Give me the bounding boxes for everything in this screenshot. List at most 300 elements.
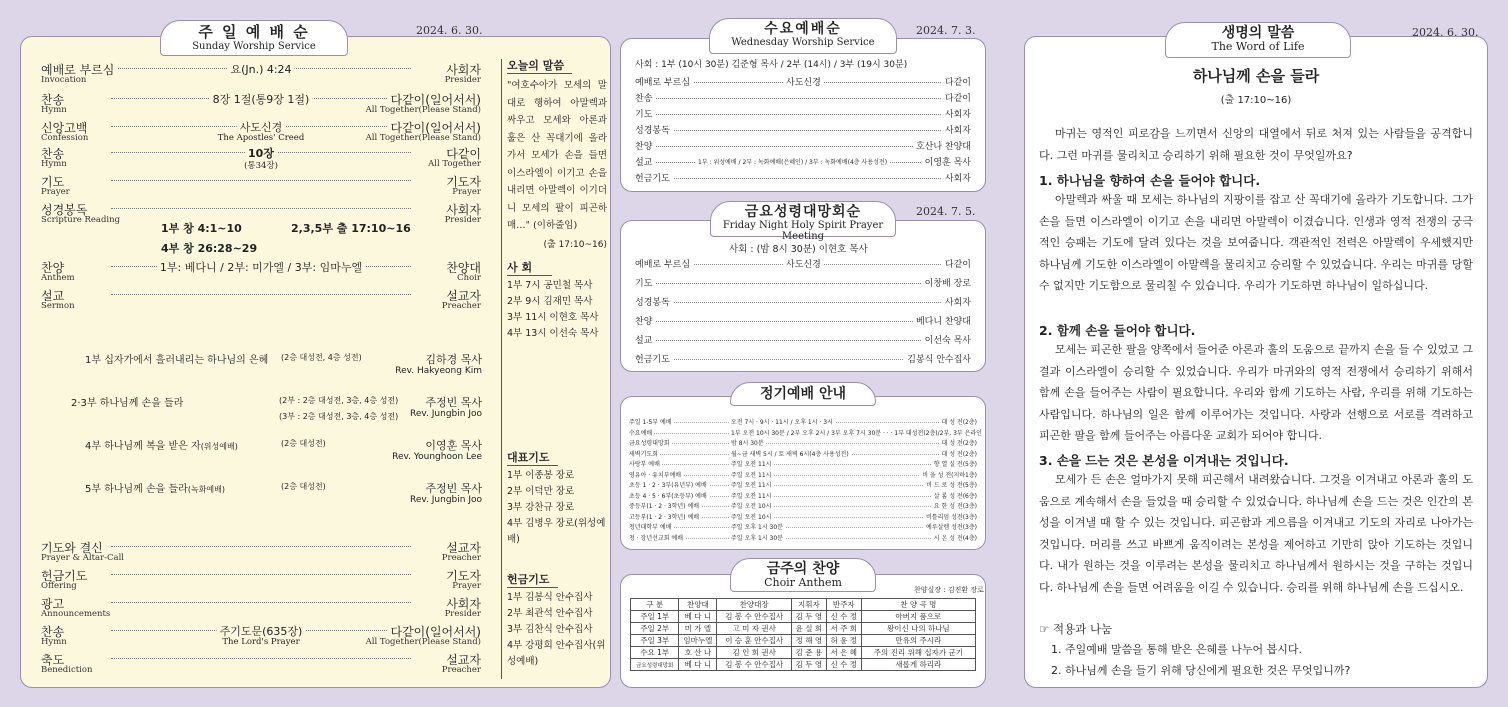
service-leader: 사회자 [942, 295, 971, 308]
liturgy-item-en: Sermon [41, 301, 75, 311]
sermon-title-note: (위성예배) [200, 442, 238, 451]
regular-service: 초등 1 · 2 · 3부(유년부) 예배 [629, 482, 707, 489]
liturgy-item-en: Benediction [41, 665, 93, 675]
friday-title-tab [710, 201, 896, 243]
leader-dots [629, 464, 977, 465]
sermon-preacher-en: Rev. Jungbin Joo [410, 495, 482, 505]
liturgy-leader: 설교자 [443, 287, 481, 304]
liturgy-item-en: Offering [41, 581, 77, 591]
liturgy-detail: 10장 [245, 145, 277, 161]
liturgy-item-en: Anthem [41, 273, 75, 283]
side-list-item: 1부 7시 공민철 목사 [507, 280, 593, 291]
life-title-tab [1165, 22, 1351, 58]
sermon-location-2: (3부 : 2층 대성전, 3층, 4층 성전) [279, 412, 399, 421]
liturgy-row [41, 145, 481, 171]
service-leader: 사회자 [942, 171, 971, 184]
choir-header: 찬 양 곡 명 [861, 599, 975, 611]
offering-prayer-title: 헌금기도 [507, 571, 558, 588]
liturgy-item-en: Hymn [41, 159, 67, 169]
sermon-preacher: 이영훈 목사 [425, 439, 482, 452]
service-row [635, 75, 971, 87]
liturgy-detail: 8장 1절(통9장 1절) [210, 91, 313, 107]
choir-cell: 김 두 영 [791, 611, 826, 623]
liturgy-item-en: Hymn [41, 637, 67, 647]
choir-header: 찬양대장 [717, 599, 792, 611]
liturgy-item: 예배로 부르심 [41, 61, 117, 78]
regular-time: 주일 오전 11시 [731, 482, 772, 489]
liturgy-detail: 주기도문(635장) [217, 623, 306, 639]
choir-cell: 아버지 품으로 [861, 611, 975, 623]
liturgy-leader-en: All Together [428, 159, 481, 169]
friday-subtitle: Friday Night Holy Spirit Prayer Meeting [722, 220, 884, 243]
choir-cell: 허 윤 정 [826, 635, 861, 647]
life-title: 생명의 말씀 [1221, 25, 1295, 41]
liturgy-item-en: Hymn [41, 105, 67, 115]
regular-service: 청 · 장년선교회 예배 [629, 534, 683, 542]
sermon-preacher-en: Rev. Hakyeong Kim [395, 366, 482, 376]
service-item: 성경봉독 [635, 295, 673, 308]
sermon-title-text: 5부 하나님께 손을 들라 [85, 484, 188, 495]
section-2-text: 모세는 피곤한 팔을 양쪽에서 들어준 아론과 훌의 도움으로 끝까지 손을 들 수 있었고 그 결과 이스라엘이 승리할 수 있었습니다. 우리가 마귀와의 영적 전쟁에서 승리하기 위해서 함께 손을 들어주는 사람이 필요합니다. 우리와 함께 기도하는 사람, 우리를 위해 기도하는 사람입니다. 하나님의 일은 함께 이루어가는 것입니다. 사랑과 선행으로 서로를 격려하고 피곤한 팔을 함께 들어주는 아름다운 교회가 되어야 합니다. [1039, 343, 1473, 442]
regular-service: 초등 4 · 5 · 6부(초등부) 예배 [629, 492, 707, 500]
liturgy-leader: 기도자 [443, 173, 481, 190]
choir-subtitle: Choir Anthem [764, 576, 842, 590]
sermon-title [71, 394, 183, 409]
regular-row [629, 449, 977, 458]
liturgy-item: 성경봉독 [41, 201, 90, 218]
section-2-heading: 2. 함께 손을 들어야 합니다. [1039, 323, 1196, 338]
liturgy-item-en: Announcements [41, 609, 111, 619]
choir-header: 반주자 [826, 599, 861, 611]
service-row [635, 295, 971, 307]
regular-time: 1부 오전 10시 30분 / 2부 오후 2시 / 3부 오후 7시 30분 · · · 1부 대성전(2층)/2부, 3부 은라인 [731, 429, 982, 437]
liturgy-row [41, 201, 481, 227]
choir-cell: 호 산 나 [679, 647, 717, 659]
service-leader: 이선숙 목사 [922, 333, 971, 346]
regular-place: 요 한 성 전(3층) [933, 503, 977, 510]
choir-cell: 임마누엘 [679, 635, 717, 647]
sermon-location: (2부 : 2층 대성전, 3층, 4층 성전) [279, 396, 399, 405]
choir-cell: 만유의 주시라 [861, 635, 975, 647]
choir-cell: 윤 실 희 [791, 623, 826, 635]
service-detail: 사도신경 [783, 75, 824, 88]
sermon-title-text: 4부 하나님께 복을 받은 자 [85, 441, 201, 452]
service-row [635, 123, 971, 135]
liturgy-row [41, 61, 481, 87]
service-row [635, 139, 971, 151]
choir-cell: 주일 2부 [631, 623, 679, 635]
liturgy-leader-en: Choir [457, 273, 481, 283]
service-item: 예배로 부르심 [635, 257, 693, 270]
life-intro: 마귀는 영적인 피로감을 느끼면서 신앙의 대열에서 뒤로 처져 있는 사람들을 공격합니다. 그런 마귀를 물리치고 승리하기 위해 필요한 것이 무엇일까요? [1039, 127, 1473, 162]
regular-time: 주일 오후 1시 30분 [731, 524, 783, 531]
sermon-preacher: 주정빈 목사 [425, 396, 482, 409]
wednesday-date: 2024. 7. 3. [916, 24, 976, 37]
scripture-3: 4부 창 26:28~29 [161, 242, 258, 255]
choir-cell: 김 인 희 권사 [717, 647, 792, 659]
choir-cell: 서 주 희 [826, 623, 861, 635]
service-leader: 호산나 찬양대 [913, 139, 971, 152]
offering-prayer-box [507, 571, 607, 670]
service-item: 설교 [635, 155, 655, 168]
liturgy-detail-en: The Lord's Prayer [222, 637, 300, 647]
regular-row [629, 459, 977, 468]
service-row [635, 276, 971, 288]
service-item: 찬양 [635, 139, 655, 152]
side-list-item: 1부 이종봉 장로 [507, 470, 575, 481]
liturgy-item: 찬송 [41, 145, 67, 162]
regular-service: 청년대학부 예배 [629, 524, 672, 531]
today-word-box [507, 57, 607, 250]
wednesday-panel [620, 38, 986, 192]
section-1-text: 아말렉과 싸울 때 모세는 하나님의 지팡이를 잡고 산 꼭대기에 올라가 기도합니다. 그가 손을 들면 이스라엘이 이기고 손을 내리면 아말렉이 이겼습니다. 인생과 영적 전쟁의 궁극적인 승패는 기도에 달려 있다는 것을 보여줍니다. 객관적인 전력은 아말렉이 우세했지만 하나님께 기도한 이스라엘이 아말렉을 물리치고 승리할 수 있었습니다. 우리는 마귀를 당할 수 없지만 기도함으로 물리칠 수 있습니다. 우리가 기도하면 하나님이 일하십니다. [1039, 193, 1473, 292]
choir-title: 금주의 찬양 [766, 561, 840, 577]
section-3-text: 모세가 든 손은 얼마가지 못해 피곤해서 내려왔습니다. 그것을 이겨내고 아론과 훌의 도움으로 계속해서 손을 들었을 때 승리할 수 있었습니다. 하나님께 손을 드는 것은 인간의 본성을 이겨낼 때 할 수 있는 것입니다. 피곤함과 게으름을 이겨내고 기도의 자리로 나아가는 것입니다. 머리를 쓰고 바쁘게 움직이려는 본성을 제어하고 기만히 앉아 기도하는 것입니다. 내가 원하는 것을 이루려는 본성을 물리치고 하나님께서 원하시는 것을 구하는 것입니다. 하나님께 손을 들면 어려움을 이길 수 있습니다. 승리를 위해 하나님께 손을 드십시오. [1039, 473, 1473, 594]
liturgy-leader: 다같이(일어서서) [387, 91, 481, 108]
regular-time: 오전 7시 · 9시 · 11시 / 오후 1시 · 3시 [731, 419, 833, 426]
liturgy-detail: 요(Jn.) 4:24 [227, 61, 294, 77]
service-item: 기도 [635, 107, 655, 120]
regular-row [629, 438, 977, 447]
choir-header: 구 분 [631, 599, 679, 611]
apply-item-2: 2. 하나님께 손을 들기 위해 당신에게 필요한 것은 무엇입니까? [1051, 664, 1351, 677]
regular-time: 주일 오전 10시 [731, 503, 772, 510]
sermon-title-text: 2·3부 하나님께 손을 들라 [71, 398, 184, 409]
sunday-panel [20, 36, 611, 688]
leader-dots [111, 180, 411, 181]
liturgy-detail: 사도신경 [237, 119, 286, 135]
sunday-date: 2024. 6. 30. [416, 24, 483, 37]
service-leader: 사회자 [942, 107, 971, 120]
regular-time: 주일 오전 11시 [731, 471, 772, 479]
side-list-item: 3부 강찬규 장로 [507, 502, 575, 513]
service-row [635, 333, 971, 345]
choir-cell: 김 봉 수 안수집사 [717, 659, 792, 671]
leader-dots [111, 602, 411, 603]
choir-cell: 이 승 훈 안수집사 [717, 635, 792, 647]
choir-cell: 주일 3부 [631, 635, 679, 647]
liturgy-item-en: Confession [41, 133, 89, 143]
liturgy-item: 설교 [41, 287, 67, 304]
liturgy-row [41, 595, 481, 621]
wednesday-subtitle: Wednesday Worship Service [731, 37, 875, 49]
service-row [635, 257, 971, 269]
liturgy-detail-en: (통34장) [244, 161, 278, 171]
liturgy-leader-en: All Together(Please Stand) [365, 133, 481, 143]
liturgy-detail: 1부: 베다니 / 2부: 미가엘 / 3부: 임마누엘 [157, 259, 365, 275]
service-leader: 이영훈 목사 [922, 155, 971, 168]
side-list-item: 4부 13시 이선숙 목사 [507, 328, 599, 339]
liturgy-row [41, 623, 481, 649]
choir-director: 찬양실장 : 김진환 장로 [914, 586, 984, 594]
regular-service: 중등부(1 · 2 · 3학년) 예배 [629, 503, 700, 510]
wednesday-title-tab [709, 18, 897, 54]
liturgy-item: 광고 [41, 595, 67, 612]
pointing-hand-icon: ☞ [1039, 622, 1050, 636]
choir-cell: 고 미 자 권사 [717, 623, 792, 635]
liturgy-leader-en: Prayer [452, 187, 481, 197]
liturgy-leader-en: All Together(Please Stand) [365, 105, 481, 115]
life-ref: (출 17:10~16) [1220, 95, 1292, 106]
liturgy-item: 축도 [41, 651, 67, 668]
liturgy-item: 찬송 [41, 623, 67, 640]
side-list-item: 3부 11시 이현호 목사 [507, 312, 599, 323]
choir-cell: 주의 진리 위해 십자가 군기 [861, 647, 975, 659]
leader-dots [635, 98, 971, 99]
service-item: 성경봉독 [635, 123, 673, 136]
service-item: 기도 [635, 276, 655, 289]
mc-title: 사 회 [507, 259, 552, 276]
sermon-title [85, 480, 225, 495]
service-detail: 1부 : 위성예배 / 2부 : 녹화예배(은혜인) / 3부 : 녹화예배(4층 사용성전) [695, 157, 890, 166]
choir-cell: 미 가 엘 [679, 623, 717, 635]
today-word-text: "여호수아가 모세의 말대로 행하여 아말렉과 싸우고 모세와 아론과 훌은 산 꼭대기에 올라가서 모세가 손을 들면 이스라엘이 이기고 손을 내리면 아말렉이 이기더니 모세의 팔이 피곤하매…" (이하줄임) [507, 80, 607, 231]
sermon-title [85, 437, 238, 452]
liturgy-detail-en: The Apostles' Creed [217, 133, 305, 143]
today-word-title: 오늘의 말씀 [507, 57, 572, 74]
regular-service: 고등부(1 · 2 · 3학년) 예배 [629, 513, 700, 521]
regular-place: 향 열 실 전(5층) [933, 461, 977, 468]
liturgy-leader: 다같이(일어서서) [387, 623, 481, 640]
sermon-location: (2층 대성전, 4층 성전) [281, 353, 362, 362]
choir-cell: 김 봉 수 안수집사 [717, 611, 792, 623]
mc-box [507, 259, 607, 342]
sermon-preacher-en: Rev. Jungbin Joo [410, 409, 482, 419]
service-detail: 사도신경 [783, 257, 824, 270]
liturgy-row [41, 287, 481, 313]
choir-header: 찬양대 [679, 599, 717, 611]
liturgy-leader-en: Prayer [452, 581, 481, 591]
regular-row [629, 470, 977, 479]
regular-row [629, 480, 977, 489]
service-leader: 다같이 [942, 257, 971, 270]
choir-cell: 신 수 정 [826, 659, 861, 671]
wednesday-info: 사회 : 1부 (10시 30분) 김준형 목사 / 2부 (14시) / 3부 (19시 30분) [635, 60, 908, 70]
liturgy-leader: 설교자 [443, 539, 481, 556]
regular-service: 수요예배 [629, 429, 653, 437]
friday-date: 2024. 7. 5. [916, 205, 976, 218]
liturgy-leader: 기도자 [443, 567, 481, 584]
liturgy-item-en: Invocation [41, 75, 87, 85]
regular-service: 주일 1-5부 예배 [629, 419, 672, 426]
leader-dots [635, 340, 971, 341]
regular-title: 정기예배 안내 [759, 386, 847, 402]
service-leader: 김봉식 안수집사 [904, 352, 971, 365]
service-leader: 다같이 [942, 91, 971, 104]
service-row [635, 352, 971, 364]
liturgy-leader-en: Preacher [441, 553, 481, 563]
regular-row [629, 428, 982, 437]
life-heading: 하나님께 손을 들라 [1192, 67, 1320, 85]
liturgy-leader-en: All Together(Please Stand) [365, 637, 481, 647]
liturgy-item-en: Scripture Reading [41, 215, 121, 225]
sunday-title: 주 일 예 배 순 [198, 23, 310, 41]
liturgy-leader: 사회자 [443, 595, 481, 612]
liturgy-leader-en: Preacher [441, 665, 481, 675]
liturgy-row [41, 259, 481, 285]
regular-row [629, 501, 977, 510]
life-panel [1024, 36, 1488, 688]
regular-place: 비틀리엄 성전(3층) [926, 513, 977, 521]
liturgy-leader: 사회자 [443, 201, 481, 218]
side-list-item: 2부 9시 김재민 목사 [507, 296, 593, 307]
regular-place: 비 을 성 전(지하1층) [922, 471, 977, 479]
wednesday-title: 수요예배순 [764, 21, 842, 37]
regular-place: 대 성 전(2층) [941, 440, 977, 447]
service-leader: 이창배 장로 [922, 276, 971, 289]
regular-time: 주일 오전 11시 [731, 461, 772, 468]
liturgy-leader: 다같이 [443, 145, 481, 162]
leader-dots [111, 546, 411, 547]
leader-dots [635, 114, 971, 115]
liturgy-row [41, 567, 481, 593]
service-row [635, 155, 971, 167]
apply-title-row [1039, 621, 1112, 637]
leader-dots [635, 283, 971, 284]
choir-cell: 새롭게 하리라 [861, 659, 975, 671]
liturgy-item: 찬양 [41, 259, 67, 276]
section-1-heading: 1. 하나님을 향하여 손을 들어야 합니다. [1039, 173, 1261, 188]
sunday-title-tab [160, 20, 348, 56]
leader-dots [629, 443, 977, 444]
liturgy-item-en: Prayer & Altar-Call [41, 553, 124, 563]
service-item: 설교 [635, 333, 655, 346]
liturgy-item-en: Prayer [41, 187, 70, 197]
regular-time: 주일 오전 11시 [731, 492, 772, 500]
scripture-1: 1부 창 4:1~10 [161, 222, 242, 235]
liturgy-leader-en: Presider [444, 215, 481, 225]
choir-title-tab [730, 558, 876, 592]
sermon-location: (2층 대성전) [281, 482, 326, 491]
choir-header: 지휘자 [791, 599, 826, 611]
liturgy-item: 헌금기도 [41, 567, 90, 584]
service-row [635, 171, 971, 183]
friday-title: 금요성령대망회순 [744, 204, 862, 220]
liturgy-leader-en: Presider [444, 609, 481, 619]
sermon-title-text: 1부 십자가에서 흘러내리는 하나님의 은혜 [85, 355, 269, 366]
side-list-item: 2부 최관석 안수집사 [507, 608, 593, 619]
liturgy-row [41, 119, 481, 145]
liturgy-item: 찬송 [41, 91, 67, 108]
leader-dots [111, 208, 411, 209]
sermon-title-note: (녹화예배) [187, 485, 225, 494]
service-item: 예배로 부르심 [635, 75, 693, 88]
leader-dots [111, 658, 411, 659]
regular-panel [620, 396, 986, 550]
service-row [635, 314, 971, 326]
choir-cell: 김 두 영 [791, 659, 826, 671]
liturgy-item: 기도와 결신 [41, 539, 106, 556]
today-word-ref: (출 17:10~16) [543, 239, 607, 250]
leader-dots [111, 294, 411, 295]
choir-cell: 금요성령대망회 [631, 659, 679, 671]
life-date: 2024. 6. 30. [1412, 26, 1479, 39]
service-leader: 사회자 [942, 123, 971, 136]
regular-place: 대 성 전(2층) [941, 450, 977, 458]
regular-place: 비 드 로 성 전(5층) [926, 482, 977, 489]
service-leader: 다같이 [942, 75, 971, 88]
apply-title: 적용과 나눔 [1052, 622, 1113, 636]
service-item: 찬양 [635, 314, 655, 327]
choir-cell: 베 다 니 [679, 659, 717, 671]
sermon-title [85, 351, 268, 366]
sermon-preacher-en: Rev. Younghoon Lee [392, 452, 482, 462]
choir-cell: 수요 1부 [631, 647, 679, 659]
leader-dots [635, 302, 971, 303]
side-list-item: 3부 김찬식 안수집사 [507, 624, 593, 635]
regular-row [629, 533, 977, 542]
leader-dots [635, 178, 971, 179]
liturgy-leader: 설교자 [443, 651, 481, 668]
leader-dots [635, 130, 971, 131]
regular-time: 주일 오후 1시 30분 [731, 534, 783, 542]
regular-place: 살 롬 성 전(6층) [933, 492, 977, 500]
rep-prayer-title: 대표기도 [507, 449, 558, 466]
service-item: 헌금기도 [635, 352, 673, 365]
liturgy-item: 신앙고백 [41, 119, 90, 136]
apply-item-1: 1. 주일예배 말씀을 통해 받은 은혜를 나누어 봅시다. [1051, 643, 1302, 656]
regular-row [629, 512, 977, 521]
side-list-item: 1부 김봉식 안수집사 [507, 592, 593, 603]
sermon-preacher: 주정빈 목사 [425, 482, 482, 495]
sermon-preacher: 김하경 목사 [425, 353, 482, 366]
choir-cell: 왕이신 나의 하나님 [861, 623, 975, 635]
sermon-location: (2층 대성전) [281, 439, 326, 448]
liturgy-leader-en: Presider [444, 75, 481, 85]
regular-place: 대 성 전(2층) [941, 419, 977, 426]
side-list-item: 2부 이덕만 장로 [507, 486, 575, 497]
friday-info: 사회 : (밤 8시 30분) 이현호 목사 [729, 244, 868, 255]
service-item: 찬송 [635, 91, 655, 104]
service-row [635, 107, 971, 119]
regular-row [629, 522, 977, 531]
regular-row [629, 417, 977, 426]
side-list-item: 4부 강평희 안수집사(위성예배) [507, 640, 606, 667]
liturgy-leader: 찬양대 [443, 259, 481, 276]
regular-service: 영유아 · 유치부예배 [629, 471, 682, 479]
life-subtitle: The Word of Life [1211, 40, 1305, 54]
liturgy-row [41, 539, 481, 565]
friday-panel [620, 220, 986, 372]
choir-cell: 신 수 정 [826, 611, 861, 623]
liturgy-row [41, 651, 481, 677]
choir-cell: 주일 1부 [631, 611, 679, 623]
liturgy-leader: 다같이(일어서서) [387, 119, 481, 136]
service-item: 헌금기도 [635, 171, 673, 184]
regular-service: 사랑부 예배 [629, 461, 660, 468]
rep-prayer-box [507, 449, 607, 548]
regular-service: 금요성령대망회 [629, 440, 670, 447]
liturgy-item: 기도 [41, 173, 67, 190]
side-list-item: 4부 김병우 장로(위성예배) [507, 518, 606, 545]
regular-place: 예루살렘 성전(3층) [926, 524, 977, 531]
liturgy-leader-en: Preacher [441, 301, 481, 311]
choir-cell: 정 해 영 [791, 635, 826, 647]
liturgy-row [41, 173, 481, 199]
regular-place: 시 온 성 전(4층) [933, 534, 977, 542]
regular-title-tab [730, 382, 876, 406]
column-divider [501, 59, 502, 679]
regular-service: 새벽기도회 [629, 450, 658, 458]
regular-time: 밤 8시 30분 [731, 440, 764, 447]
section-3-heading: 3. 손을 드는 것은 본성을 이겨내는 것입니다. [1039, 453, 1289, 468]
regular-row [629, 491, 977, 500]
sunday-subtitle: Sunday Worship Service [192, 40, 316, 52]
regular-time: 주일 오전 10시 [731, 513, 772, 521]
choir-cell: 서 은 혜 [826, 647, 861, 659]
leader-dots [111, 574, 411, 575]
liturgy-row [41, 91, 481, 117]
